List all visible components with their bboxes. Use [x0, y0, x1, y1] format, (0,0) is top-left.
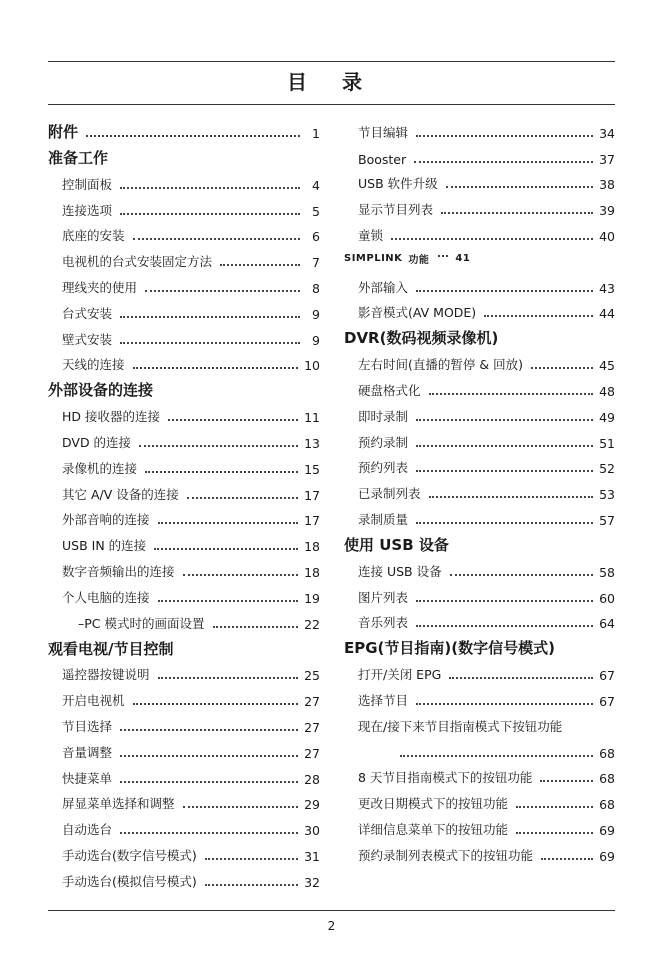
- toc-entry-label: 影音模式(AV MODE): [358, 305, 477, 321]
- toc-page-number: 68: [599, 797, 615, 813]
- toc-entry-label: DVD 的连接: [62, 434, 132, 450]
- toc-page-number: 11: [304, 410, 320, 426]
- toc-page-number: 48: [599, 383, 615, 399]
- toc-entry-label: 屏显菜单选择和调整: [62, 796, 175, 812]
- toc-entry[interactable]: [344, 350, 615, 376]
- dot-leader: [120, 213, 300, 215]
- toc-page-number: 52: [599, 461, 615, 477]
- toc-page-number: 53: [599, 487, 615, 503]
- dot-leader: [449, 677, 593, 679]
- toc-page-number: 39: [599, 203, 615, 219]
- dot-leader: [441, 212, 593, 214]
- toc-entry-label: 节目编辑: [358, 124, 409, 140]
- toc-entry-label: 使用 USB 设备: [344, 535, 449, 554]
- toc-entry[interactable]: [344, 247, 470, 273]
- toc-entry[interactable]: [344, 738, 615, 764]
- dot-leader: [416, 419, 593, 421]
- toc-entry[interactable]: [48, 815, 320, 841]
- dot-leader: [205, 858, 298, 860]
- toc-page-number: 18: [304, 564, 320, 580]
- toc-right-column: [344, 118, 615, 867]
- toc-entry-label: 选择节目: [358, 692, 409, 708]
- toc-entry[interactable]: [344, 376, 615, 402]
- toc-section-heading[interactable]: [48, 635, 320, 661]
- toc-entry-label: [344, 251, 429, 269]
- toc-entry-label: 控制面板: [62, 176, 113, 192]
- toc-page-number: 38: [599, 177, 615, 193]
- toc-entry-label: 其它 A/V 设备的连接: [62, 486, 179, 502]
- toc-page-number: 64: [599, 616, 615, 632]
- page-title: 目 录: [287, 70, 376, 94]
- toc-entry[interactable]: [344, 583, 615, 609]
- toc-entry-label: –PC 模式时的画面设置: [78, 615, 205, 631]
- toc-page-number: 51: [599, 435, 615, 451]
- toc-entry-label: 即时录制: [358, 408, 409, 424]
- toc-page-number: 13: [304, 435, 320, 451]
- toc-page-number: 27: [304, 745, 320, 761]
- toc-entry[interactable]: [48, 506, 320, 532]
- toc-section-heading[interactable]: [344, 324, 615, 350]
- toc-entry-label: 连接选项: [62, 202, 113, 218]
- toc-entry[interactable]: [48, 351, 320, 377]
- title-rule: [48, 104, 615, 105]
- toc-page-number: 4: [312, 177, 320, 193]
- dot-leader: [416, 600, 593, 602]
- toc-entry[interactable]: [344, 660, 615, 686]
- dot-leader: [220, 264, 300, 266]
- toc-page-number: 57: [599, 512, 615, 528]
- toc-page-number: 69: [599, 848, 615, 864]
- toc-page-number: 40: [599, 228, 615, 244]
- toc-entry-label: 外部输入: [358, 279, 409, 295]
- toc-entry-label: 附件: [48, 123, 79, 141]
- toc-page-number: 58: [599, 564, 615, 580]
- toc-page-number: 17: [304, 487, 320, 503]
- toc-page-number: 9: [312, 332, 320, 348]
- toc-entry-label: 观看电视/节目控制: [48, 639, 174, 658]
- dot-leader: [154, 548, 298, 550]
- toc-entry[interactable]: [48, 867, 320, 893]
- toc-entry-label: 数字音频输出的连接: [62, 563, 175, 579]
- toc-entry[interactable]: [48, 841, 320, 867]
- toc-entry[interactable]: [344, 815, 615, 841]
- toc-entry-label: 预约录制列表模式下的按钮功能: [358, 847, 534, 863]
- toc-entry-label: 已录制列表: [358, 486, 421, 502]
- toc-entry[interactable]: [344, 195, 615, 221]
- dot-leader: [158, 522, 299, 524]
- toc-page-number: 19: [304, 590, 320, 606]
- toc-entry[interactable]: [48, 170, 320, 196]
- toc-entry[interactable]: [48, 686, 320, 712]
- dot-leader: [133, 703, 299, 705]
- dot-leader: [429, 496, 594, 498]
- toc-section-heading[interactable]: [48, 376, 320, 402]
- toc-entry-label: 开启电视机: [62, 693, 125, 709]
- toc-page-number: 6: [312, 229, 320, 245]
- toc-entry-label: 录像机的连接: [62, 460, 138, 476]
- toc-page-number: 44: [599, 306, 615, 322]
- toc-entry[interactable]: [344, 428, 615, 454]
- toc-entry[interactable]: [344, 764, 615, 790]
- dot-leader: [400, 755, 593, 757]
- toc-entry[interactable]: [48, 764, 320, 790]
- toc-entry[interactable]: [48, 273, 320, 299]
- page-number: 2: [327, 919, 336, 933]
- toc-entry[interactable]: [344, 609, 615, 635]
- toc-page-number: 25: [304, 668, 320, 684]
- toc-entry[interactable]: [344, 712, 615, 738]
- toc-entry-label: 手动选台(模拟信号模式): [62, 873, 197, 889]
- toc-entry[interactable]: [48, 247, 320, 273]
- toc-entry-label: 详细信息菜单下的按钮功能: [358, 821, 509, 837]
- dot-leader: [531, 367, 593, 369]
- toc-page-number: 29: [304, 797, 320, 813]
- toc-entry-label: 自动选台: [62, 822, 113, 838]
- toc-entry-label: 硬盘格式化: [358, 382, 421, 398]
- toc-entry[interactable]: [344, 789, 615, 815]
- dot-leader: [416, 470, 593, 472]
- dot-leader: [484, 315, 593, 317]
- toc-page-number: 49: [599, 409, 615, 425]
- dot-leader: [168, 419, 298, 421]
- toc-entry-label: 理线夹的使用: [62, 279, 138, 295]
- dot-leader: [540, 780, 593, 782]
- dot-leader: [120, 832, 298, 834]
- toc-entry[interactable]: [344, 118, 615, 144]
- dot-leader: [139, 445, 298, 447]
- toc-entry[interactable]: [344, 479, 615, 505]
- dot-leader: [416, 522, 593, 524]
- toc-entry-label: Booster: [358, 151, 407, 167]
- toc-page-number: 30: [304, 823, 320, 839]
- toc-entry[interactable]: [48, 454, 320, 480]
- dot-leader: [450, 574, 593, 576]
- toc-page-number: 69: [599, 822, 615, 838]
- toc-entry-label: 快捷菜单: [62, 770, 113, 786]
- dot-leader: [145, 471, 298, 473]
- dot-leader: [183, 574, 299, 576]
- toc-page-number: 43: [599, 280, 615, 296]
- toc-entry-label: 节目选择: [62, 718, 113, 734]
- toc-entry-label: 壁式安装: [62, 331, 113, 347]
- toc-entry-label: USB 软件升级: [358, 176, 438, 192]
- toc-section-heading[interactable]: [344, 634, 615, 660]
- toc-entry-label: 显示节目列表: [358, 202, 434, 218]
- bottom-rule: [48, 910, 615, 911]
- dot-leader: [86, 135, 300, 137]
- toc-entry[interactable]: [48, 738, 320, 764]
- toc-entry-label: DVR(数码视频录像机): [344, 329, 499, 348]
- dot-leader: [158, 600, 299, 602]
- dot-leader: [183, 806, 299, 808]
- toc-entry-label: 童锁: [358, 227, 384, 243]
- dot-leader: [120, 781, 298, 783]
- toc-entry-label: 左右时间(直播的暂停 & 回放): [358, 357, 523, 373]
- dot-leader: [416, 703, 593, 705]
- toc-entry-label: 台式安装: [62, 305, 113, 321]
- dot-leader: [446, 186, 593, 188]
- toc-page-number: 45: [599, 358, 615, 374]
- dot-leader: [541, 858, 593, 860]
- toc-entry-label: 打开/关闭 EPG: [358, 667, 442, 683]
- toc-entry-label: 录制质量: [358, 511, 409, 527]
- toc-entry[interactable]: [344, 299, 615, 325]
- toc-entry-label: 个人电脑的连接: [62, 589, 150, 605]
- toc-entry[interactable]: [48, 325, 320, 351]
- dot-leader: [414, 161, 593, 163]
- toc-entry-label: 天线的连接: [62, 357, 125, 373]
- dot-leader: [120, 187, 300, 189]
- toc-entry-text: 功能: [408, 254, 430, 266]
- toc-entry-label: 外部设备的连接: [48, 381, 154, 400]
- toc-page-number: 31: [304, 848, 320, 864]
- toc-page-number: 67: [599, 693, 615, 709]
- toc-entry-label: 遥控器按键说明: [62, 667, 150, 683]
- toc-entry[interactable]: [48, 790, 320, 816]
- toc-page-number: 7: [312, 255, 320, 271]
- toc-page-number: 8: [312, 280, 320, 296]
- toc-page-number: 27: [304, 694, 320, 710]
- toc-section-heading[interactable]: [48, 118, 320, 144]
- dot-leader: [133, 238, 300, 240]
- toc-entry-label: 电视机的台式安装固定方法: [62, 254, 213, 270]
- toc-section-heading[interactable]: [344, 531, 615, 557]
- toc-page-number: 60: [599, 590, 615, 606]
- toc-entry[interactable]: [48, 428, 320, 454]
- toc-entry[interactable]: [344, 557, 615, 583]
- toc-page-number: 5: [312, 203, 320, 219]
- toc-entry[interactable]: [48, 402, 320, 428]
- toc-entry[interactable]: [48, 712, 320, 738]
- toc-entry[interactable]: [48, 480, 320, 506]
- toc-entry-label: USB IN 的连接: [62, 538, 147, 554]
- toc-page-number: 18: [304, 539, 320, 555]
- toc-entry[interactable]: [344, 170, 615, 196]
- toc-page-number: 41: [455, 252, 471, 264]
- dot-leader: [516, 806, 593, 808]
- simplink-logo: SIMPLINK: [344, 252, 403, 264]
- toc-page-number: 37: [599, 151, 615, 167]
- toc-page-number: 10: [304, 358, 320, 374]
- toc-page-number: 68: [599, 745, 615, 761]
- toc-entry[interactable]: [344, 454, 615, 480]
- dot-leader: [516, 832, 593, 834]
- toc-entry-label: 底座的安装: [62, 228, 125, 244]
- toc-page-number: 32: [304, 874, 320, 890]
- toc-entry[interactable]: [48, 557, 320, 583]
- toc-entry[interactable]: [48, 196, 320, 222]
- toc-entry[interactable]: [344, 841, 615, 867]
- toc-entry[interactable]: [344, 402, 615, 428]
- toc-entry-label: 8 天节目指南模式下的按钮功能: [358, 770, 533, 786]
- dot-leader: [133, 367, 299, 369]
- dot-leader: [416, 290, 593, 292]
- toc-entry-label: 预约录制: [358, 434, 409, 450]
- toc-entry-label: 准备工作: [48, 149, 109, 167]
- toc-entry-label: 连接 USB 设备: [358, 563, 442, 579]
- toc-section-heading[interactable]: [48, 144, 320, 170]
- toc-page-number: 67: [599, 668, 615, 684]
- toc-entry[interactable]: [48, 531, 320, 557]
- toc-entry-label: 图片列表: [358, 589, 409, 605]
- toc-entry[interactable]: [48, 609, 320, 635]
- dot-leader: [120, 316, 300, 318]
- dot-leader: [145, 290, 300, 292]
- toc-entry[interactable]: [344, 505, 615, 531]
- dot-leader: [438, 255, 448, 257]
- toc-entry[interactable]: [48, 222, 320, 248]
- toc-entry[interactable]: [48, 299, 320, 325]
- toc-entry[interactable]: [344, 686, 615, 712]
- toc-page-number: 15: [304, 461, 320, 477]
- toc-entry-label: EPG(节目指南)(数字信号模式): [344, 639, 555, 658]
- dot-leader: [416, 135, 593, 137]
- dot-leader: [158, 677, 299, 679]
- toc-entry-label: HD 接收器的连接: [62, 409, 160, 425]
- dot-leader: [416, 625, 593, 627]
- dot-leader: [120, 755, 298, 757]
- toc-page-number: 68: [599, 771, 615, 787]
- toc-entry[interactable]: [344, 221, 615, 247]
- toc-entry-label: 更改日期模式下的按钮功能: [358, 796, 509, 812]
- toc-entry[interactable]: [344, 273, 615, 299]
- toc-page-number: 1: [312, 126, 320, 141]
- toc-entry-label: 音量调整: [62, 744, 113, 760]
- dot-leader: [416, 445, 593, 447]
- dot-leader: [205, 884, 298, 886]
- toc-page-number: 17: [304, 513, 320, 529]
- dot-leader: [187, 497, 298, 499]
- toc-entry-label: 音乐列表: [358, 615, 409, 631]
- toc-entry[interactable]: [344, 144, 615, 170]
- toc-page-number: 9: [312, 306, 320, 322]
- toc-page-number: 28: [304, 771, 320, 787]
- dot-leader: [213, 626, 299, 628]
- dot-leader: [120, 342, 300, 344]
- toc-entry-label: 外部音响的连接: [62, 512, 150, 528]
- toc-entry[interactable]: [48, 661, 320, 687]
- dot-leader: [120, 729, 298, 731]
- toc-entry-label: 预约列表: [358, 460, 409, 476]
- toc-entry-label: 现在/接下来节目指南模式下按钮功能: [358, 718, 563, 734]
- toc-left-column: [48, 118, 320, 893]
- dot-leader: [391, 238, 593, 240]
- toc-entry-label: 手动选台(数字信号模式): [62, 847, 197, 863]
- toc-entry[interactable]: [48, 583, 320, 609]
- toc-page-number: 34: [599, 125, 615, 141]
- toc-page-number: 27: [304, 719, 320, 735]
- toc-page-number: 22: [304, 616, 320, 632]
- top-rule: [48, 61, 615, 62]
- dot-leader: [429, 393, 594, 395]
